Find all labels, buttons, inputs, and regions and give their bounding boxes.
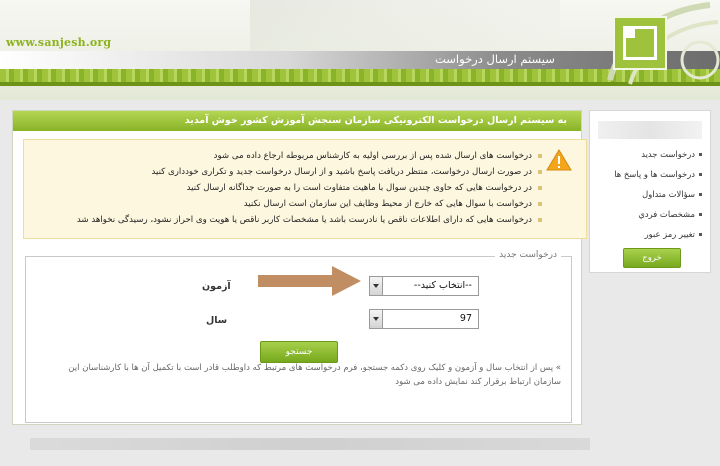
logo-mark xyxy=(623,26,635,38)
sidebar-item-new-request[interactable]: درخواست جدید xyxy=(596,144,702,164)
notice-item: در درخواست هایی که حاوی چندین سوال با ماهیت متفاوت است را به صورت جداگانه ارسال کنید xyxy=(62,180,542,196)
logout-button[interactable]: خروج xyxy=(623,248,681,268)
sanjesh-logo[interactable] xyxy=(613,16,667,70)
notice-item: درخواست هایی که دارای اطلاعات ناقص یا نادرست باشد یا مشخصات کاربر ناقص یا هویت وی احراز نشود، رسیدگی نخواهد شد xyxy=(62,212,542,228)
search-button[interactable]: جستجو xyxy=(260,341,338,363)
year-select[interactable] xyxy=(369,309,479,329)
sidebar-item-faq[interactable]: سؤالات متداول xyxy=(596,184,702,204)
year-label: سال xyxy=(206,315,228,326)
header-background-image xyxy=(250,0,560,52)
footer-strip xyxy=(30,438,590,450)
fieldset-legend: درخواست جدید xyxy=(495,250,561,260)
exam-label: آزمون xyxy=(202,281,231,292)
sidebar-item-profile[interactable]: مشخصات فردي xyxy=(596,204,702,224)
exam-select-value: --انتخاب کنید-- xyxy=(413,280,472,291)
sidebar-menu xyxy=(596,144,702,244)
exam-select[interactable] xyxy=(369,276,479,296)
sidebar-item-change-password[interactable]: تغيير رمز عبور xyxy=(596,224,702,244)
notice-item: درخواست با سوال هایی که خارج از محیط وظایف این سازمان است ارسال نکنید xyxy=(62,196,542,212)
site-url[interactable]: www.sanjesh.org xyxy=(6,36,112,49)
sidebar-user-name xyxy=(598,121,702,139)
site-header xyxy=(0,0,720,100)
notice-item: درخواست های ارسال شده پس از بررسی اولیه به کارشناس مربوطه ارجاع داده می شود xyxy=(62,148,542,164)
notice-box xyxy=(23,139,587,239)
notice-list xyxy=(62,148,542,228)
year-select-value: 97 xyxy=(459,313,472,324)
warning-icon xyxy=(546,149,572,171)
chevron-down-icon[interactable] xyxy=(370,310,383,328)
chevron-down-icon[interactable] xyxy=(370,277,383,295)
welcome-banner: به سیستم ارسال درخواست الکترونیکی سازمان سنجش آموزش کشور خوش آمدید xyxy=(13,111,581,131)
app-title: سیستم ارسال درخواست xyxy=(435,52,555,66)
arrow-icon xyxy=(258,266,362,296)
sidebar xyxy=(589,110,711,273)
help-text: » پس از انتخاب سال و آزمون و کلیک روی دکمه جستجو، فرم درخواست های مرتبط که داوطلب قادر است با تکمیل آن ها با کارشناسان این سازمان ارتباط برقرار کند نمایش داده می شود xyxy=(68,363,561,387)
notice-item: در صورت ارسال درخواست، منتظر دریافت پاسخ باشید و از ارسال درخواست جدید و تکراری خودداری کنید xyxy=(62,164,542,180)
sidebar-item-requests[interactable]: درخواست ها و پاسخ ها xyxy=(596,164,702,184)
